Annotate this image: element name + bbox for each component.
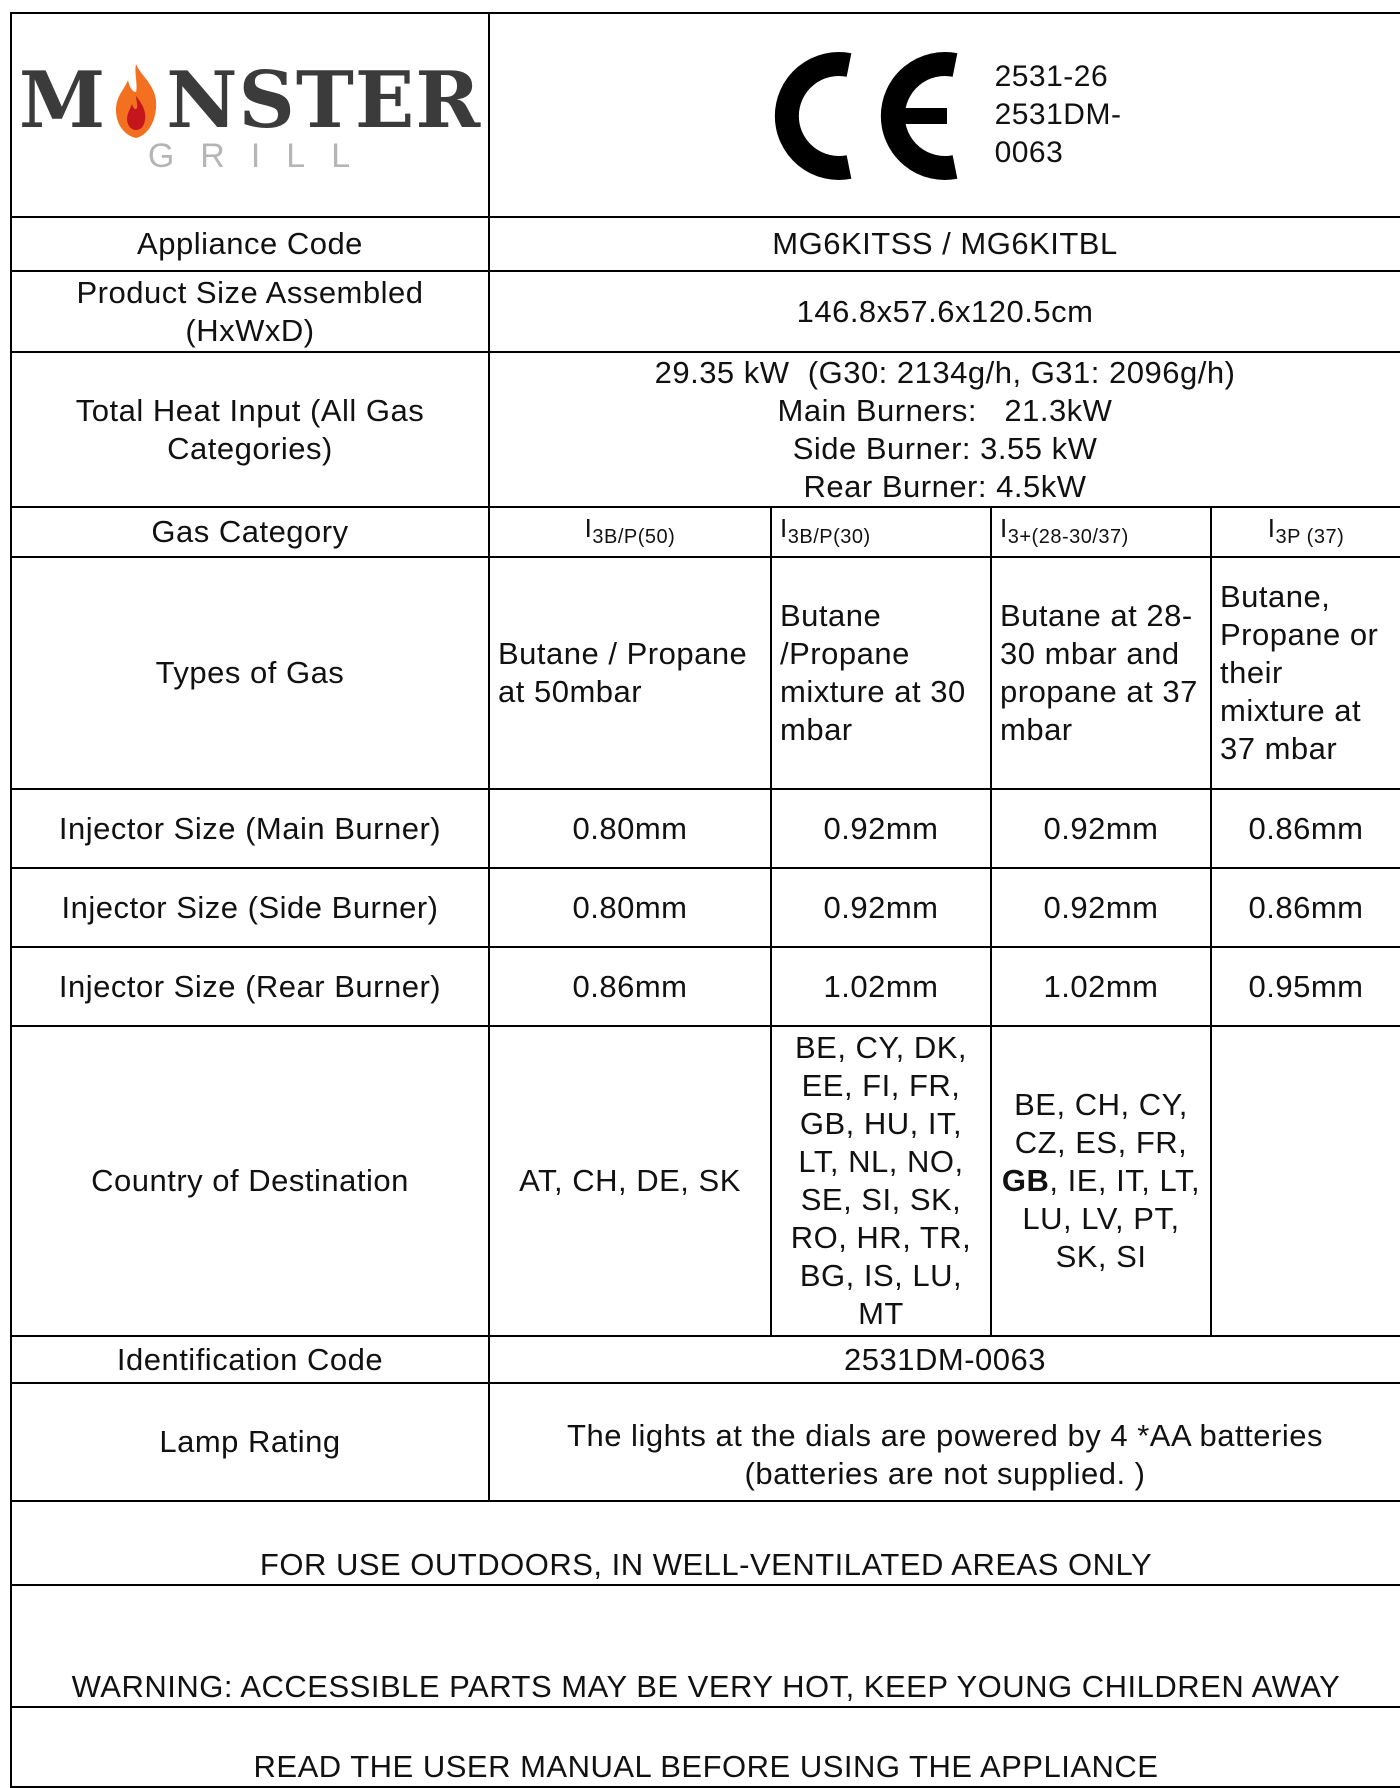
- injector-rear-1: 0.86mm: [489, 947, 771, 1026]
- heat-input-total: 29.35 kW (G30: 2134g/h, G31: 2096g/h): [654, 354, 1236, 390]
- appliance-code-value: MG6KITSS / MG6KITBL: [489, 217, 1400, 271]
- destination-4: [1211, 1026, 1400, 1336]
- notice-row-2: [11, 1585, 1400, 1707]
- injector-main-label: Injector Size (Main Burner): [11, 789, 489, 868]
- destination-label: Country of Destination: [11, 1026, 489, 1336]
- logo-subtitle: GRILL: [147, 137, 377, 175]
- product-size-label: Product Size Assembled (HxWxD): [11, 271, 489, 352]
- injector-main-2: 0.92mm: [771, 789, 991, 868]
- flame-icon: [108, 62, 164, 140]
- logo-letters-nster: NSTER: [166, 55, 482, 146]
- injector-side-4: 0.86mm: [1211, 868, 1400, 947]
- certification-cell: [489, 13, 1400, 217]
- gas-category-3: $I_{3+(28-30/37)}$: [991, 507, 1211, 557]
- gas-category-row: [11, 507, 1400, 557]
- notice-row-3: [11, 1707, 1400, 1787]
- rating-label-table: [10, 12, 1400, 1788]
- heat-input-label: Total Heat Input (All Gas Categories): [11, 352, 489, 507]
- destination-2: BE, CY, DK, EE, FI, FR, GB, HU, IT, LT, NL, NO, SE, SI, SK, RO, HR, TR, BG, IS, LU, MT: [771, 1026, 991, 1336]
- heat-input-values: [489, 352, 1400, 507]
- header-row: [11, 13, 1400, 217]
- appliance-code-row: [11, 217, 1400, 271]
- product-size-row: [11, 271, 1400, 352]
- lamp-rating-row: [11, 1383, 1400, 1501]
- identification-value: 2531DM-0063: [489, 1336, 1400, 1383]
- injector-rear-3: 1.02mm: [991, 947, 1211, 1026]
- injector-rear-4: 0.95mm: [1211, 947, 1400, 1026]
- identification-row: [11, 1336, 1400, 1383]
- logo-letter-m: M: [18, 55, 107, 146]
- gas-category-label: Gas Category: [11, 507, 489, 557]
- injector-main-3: 0.92mm: [991, 789, 1211, 868]
- notice-hot-parts: WARNING: ACCESSIBLE PARTS MAY BE VERY HOT, KEEP YOUNG CHILDREN AWAY: [11, 1585, 1400, 1707]
- destination-row: [11, 1026, 1400, 1336]
- gas-type-4: Butane, Propane or their mixture at 37 mbar: [1211, 557, 1400, 789]
- gas-type-1: Butane / Propane at 50mbar: [489, 557, 771, 789]
- heat-input-rear: Rear Burner: 4.5kW: [803, 468, 1087, 504]
- logo-cell: [11, 13, 489, 217]
- destination-3: BE, CH, CY, CZ, ES, FR, GB, IE, IT, LT, LU, LV, PT, SK, SI: [991, 1026, 1211, 1336]
- ce-mark-icon: [769, 45, 969, 185]
- notice-outdoors: FOR USE OUTDOORS, IN WELL-VENTILATED AREAS ONLY: [11, 1501, 1400, 1585]
- heat-input-row: [11, 352, 1400, 507]
- gas-category-1: $I_{3B/P(50)}$: [489, 507, 771, 557]
- destination-1: AT, CH, DE, SK: [489, 1026, 771, 1336]
- product-size-value: 146.8x57.6x120.5cm: [489, 271, 1400, 352]
- heat-input-main: Main Burners: 21.3kW: [777, 392, 1113, 428]
- lamp-rating-value: The lights at the dials are powered by 4 *AA batteries (batteries are not supplied. ): [489, 1383, 1400, 1501]
- injector-rear-2: 1.02mm: [771, 947, 991, 1026]
- types-of-gas-label: Types of Gas: [11, 557, 489, 789]
- notice-read-manual: READ THE USER MANUAL BEFORE USING THE APPLIANCE: [11, 1707, 1400, 1787]
- injector-side-row: [11, 868, 1400, 947]
- identification-label: Identification Code: [11, 1336, 489, 1383]
- appliance-code-label: Appliance Code: [11, 217, 489, 271]
- injector-main-1: 0.80mm: [489, 789, 771, 868]
- gas-category-4: $I_{3P (37)}$: [1211, 507, 1400, 557]
- types-of-gas-row: [11, 557, 1400, 789]
- cert-line-2: 2531DM-: [994, 98, 1122, 131]
- cert-line-3: 0063: [994, 136, 1064, 169]
- gas-type-3: Butane at 28-30 mbar and propane at 37 mbar: [991, 557, 1211, 789]
- injector-side-1: 0.80mm: [489, 868, 771, 947]
- injector-rear-row: [11, 947, 1400, 1026]
- destination-gb-highlight: GB: [1001, 1163, 1050, 1198]
- injector-main-4: 0.86mm: [1211, 789, 1400, 868]
- gas-type-2: Butane /Propane mixture at 30 mbar: [771, 557, 991, 789]
- injector-side-2: 0.92mm: [771, 868, 991, 947]
- notice-row-1: [11, 1501, 1400, 1585]
- injector-rear-label: Injector Size (Rear Burner): [11, 947, 489, 1026]
- cert-line-1: 2531-26: [994, 60, 1109, 93]
- injector-side-3: 0.92mm: [991, 868, 1211, 947]
- gas-category-2: $I_{3B/P(30)}$: [771, 507, 991, 557]
- certificate-numbers: [995, 58, 1122, 172]
- injector-main-row: [11, 789, 1400, 868]
- injector-side-label: Injector Size (Side Burner): [11, 868, 489, 947]
- heat-input-side: Side Burner: 3.55 kW: [792, 430, 1098, 466]
- brand-logo: [20, 55, 480, 175]
- lamp-rating-label: Lamp Rating: [11, 1383, 489, 1501]
